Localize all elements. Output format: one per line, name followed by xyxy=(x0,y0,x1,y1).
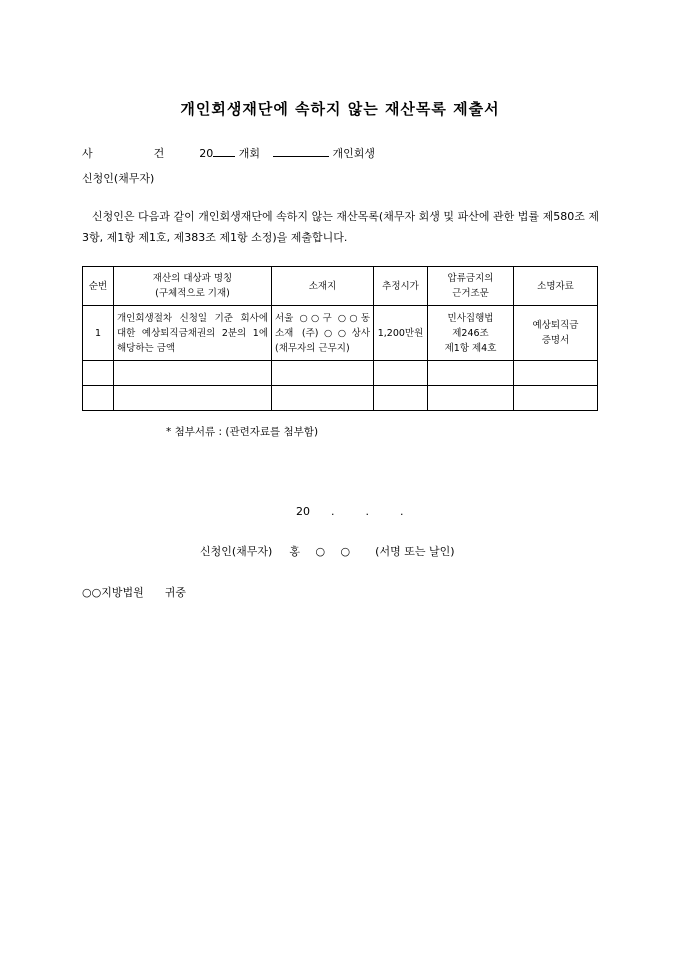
signature-label: 신청인(채무자) xyxy=(200,545,273,558)
date-dot-1: . xyxy=(331,505,335,518)
table-row-empty xyxy=(83,361,598,386)
case-number-row xyxy=(82,145,375,161)
header-value: 추정시가 xyxy=(374,267,428,306)
body-paragraph: 신청인은 다음과 같이 개인회생재단에 속하지 않는 재산목록(채무자 회생 및 파산에 관한 법률 제580조 제3항, 제1항 제1호, 제383조 제1항 소정)을 제출합니다. xyxy=(82,210,599,244)
table-row xyxy=(83,306,598,361)
header-no: 순번 xyxy=(83,267,114,306)
table-row-empty xyxy=(83,386,598,411)
cell-proof xyxy=(514,306,598,361)
court-line xyxy=(82,584,186,600)
case-label-sa: 사 xyxy=(82,147,93,160)
table-header-row xyxy=(83,267,598,306)
date-year: 20 xyxy=(296,505,310,518)
cell-proof-line1: 예상퇴직금 xyxy=(532,320,579,331)
cell-value: 1,200만원 xyxy=(374,306,428,361)
case-year-prefix: 20 xyxy=(199,147,214,160)
header-proof: 소명자료 xyxy=(514,267,598,306)
signature-note: (서명 또는 날인) xyxy=(375,545,455,558)
case-suffix: 개인회생 xyxy=(332,147,376,160)
cell-law-line1: 민사집행법 xyxy=(447,312,494,324)
cell-location: 서울 ○○구 ○○동 소재 (주)○○상사 (채무자의 근무지) xyxy=(272,306,374,361)
cell-no: 1 xyxy=(83,306,114,361)
cell-law xyxy=(428,306,514,361)
header-law-line1: 압류금지의 xyxy=(447,273,494,284)
header-law-line2: 근거조문 xyxy=(452,288,489,299)
header-location: 소재지 xyxy=(272,267,374,306)
case-number-blank xyxy=(273,146,329,157)
cell-law-line3: 제1항 제4호 xyxy=(444,342,497,354)
court-suffix: 귀중 xyxy=(164,586,186,599)
signature-name: 홍 ○ ○ xyxy=(289,545,357,558)
case-year-blank xyxy=(213,146,235,157)
cell-law-line2: 제246조 xyxy=(452,327,489,339)
case-gaehoe: 개회 xyxy=(238,147,261,160)
signature-line xyxy=(200,543,455,559)
date-dot-3: . xyxy=(400,505,404,518)
header-item-line1: 재산의 대상과 명칭 xyxy=(152,273,233,284)
date-dot-2: . xyxy=(365,505,369,518)
document-title: 개인회생재단에 속하지 않는 재산목록 제출서 xyxy=(180,100,500,118)
cell-item: 개인회생절차 신청일 기준 회사에 대한 예상퇴직금채권의 2분의 1에 해당하는 금액 xyxy=(114,306,272,361)
case-label-geon: 건 xyxy=(153,147,165,160)
header-item xyxy=(114,267,272,306)
cell-proof-line2: 증명서 xyxy=(541,335,570,346)
header-item-line2: (구체적으로 기재) xyxy=(155,288,230,299)
attachment-note: * 첨부서류 : (관련자료를 첨부함) xyxy=(166,426,319,438)
asset-table xyxy=(82,266,598,411)
court-name: ○○지방법원 xyxy=(82,586,144,599)
date-line xyxy=(296,505,404,518)
applicant-label: 신청인(채무자) xyxy=(82,172,155,185)
header-law xyxy=(428,267,514,306)
